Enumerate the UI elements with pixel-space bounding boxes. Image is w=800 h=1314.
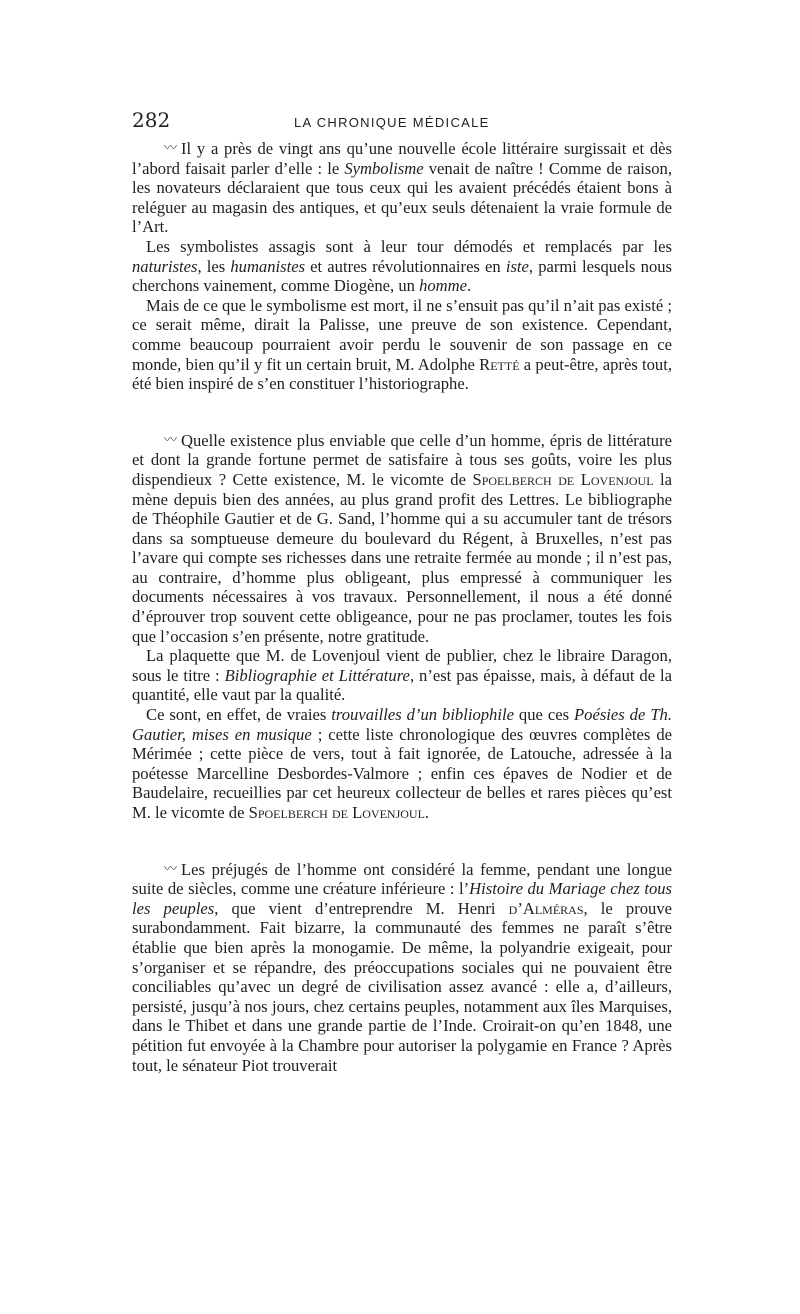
section-gap	[132, 823, 672, 859]
page-number: 282	[132, 108, 171, 132]
wave-ornament-icon: 〰	[164, 140, 177, 155]
article-text	[132, 138, 672, 1075]
paragraph: Ce sont, en effet, de vraies trouvailles d’un bibliophile que ces Poésies de Th. Gautier, mises en musique ; cette liste chronologique des œuvres complètes de Mérimée ; cette pièce de vers, tout à fait ignorée, de Latouche, adressée à la poétesse Marcelline Desbordes-Valmore ; enfin ces épaves de Nodier et de Baudelaire, recueillies par cet heureux collecteur de belles et rares pièces qu’est M. le vicomte de Spoelberch de Lovenjoul.	[132, 705, 673, 822]
wave-ornament-icon: 〰	[164, 860, 177, 876]
wave-ornament-icon: 〰	[164, 431, 177, 447]
paragraph: 〰 Quelle existence plus enviable que celle d’un homme, épris de littérature et dont la grande fortune permet de satisfaire à tous ses goûts, voire les plus dispendieux ? Cette existence, M. le vicomte de Spoelberch de Lovenjoul la mène depuis bien des années, au plus grand profit des Lettres. Le bibliographe de Théophile Gautier et de G. Sand, l’homme qui a su accumuler tant de trésors dans sa somptueuse demeure du boulevard du Régent, à Bruxelles, n’est pas l’avare qui compte ses richesses dans une retraite fermée au monde ; il n’est pas, au contraire, d’homme plus obligeant, plus empressé à communiquer les documents nécessaires à vos travaux. Personnellement, il nous a été donné d’éprouver trop souvent cette obligeance, pour ne pas proclamer, toutes les fois que l’occasion s’en présente, notre gratitude.	[132, 430, 673, 646]
paragraph: La plaquette que M. de Lovenjoul vient de publier, chez le libraire Daragon, sous le titre : Bibliographie et Littérature, n’est pas épaisse, mais, à défaut de la quantité, elle vaut par la qualité.	[132, 646, 673, 705]
paragraph: Les symbolistes assagis sont à leur tour démodés et remplacés par les naturistes, les humanistes et autres révolutionnaires en iste, parmi lesquels nous cherchons vainement, comme Diogène, un homme.	[132, 236, 673, 296]
paragraph: 〰 Il y a près de vingt ans qu’une nouvelle école littéraire surgissait et dès l’abord faisait parler d’elle : le Symbolisme venait de naître ! Comme de raison, les novateurs déclaraient que tous ceux qui les avaient précédés étaient bons à reléguer au magasin des antiques, et qu’eux seuls détenaient la vraie formule de l’Art.	[132, 139, 673, 237]
paragraph: 〰 Les préjugés de l’homme ont considéré la femme, pendant une longue suite de siècles, comme une créature inférieure : l’Histoire du Mariage chez tous les peuples, que vient d’entreprendre M. Henri d’Alméras, le prouve surabondamment. Fait bizarre, la communauté des femmes ne paraît s’être établie que bien après la monogamie. De même, la polyandrie exigeait, pour s’organiser et se répandre, des préoccupations sociales qui ne pouvaient être conciliables qu’avec un degré de civilisation assez avancé : elle a, d’ailleurs, persisté, jusqu’à nos jours, chez certains peuples, notamment aux îles Marquises, dans le Thibet et dans une grande partie de l’Inde. Croirait-on qu’en 1848, une pétition fut envoyée à la Chambre pour autoriser la polygamie en France ? Après tout, le sénateur Piot trouverait	[132, 859, 672, 1075]
section-gap	[132, 394, 672, 430]
running-title: LA CHRONIQUE MÉDICALE	[294, 115, 490, 130]
page-header	[132, 108, 672, 134]
paragraph: Mais de ce que le symbolisme est mort, il ne s’ensuit pas qu’il n’ait pas existé ; ce serait même, dirait la Palisse, une preuve de son existence. Cependant, comme beaucoup pourraient avoir perdu le souvenir de son passage en ce monde, bien qu’il y fit un certain bruit, M. Adolphe Retté a peut-être, après tout, été bien inspiré de s’en constituer l’historiographe.	[132, 295, 672, 394]
